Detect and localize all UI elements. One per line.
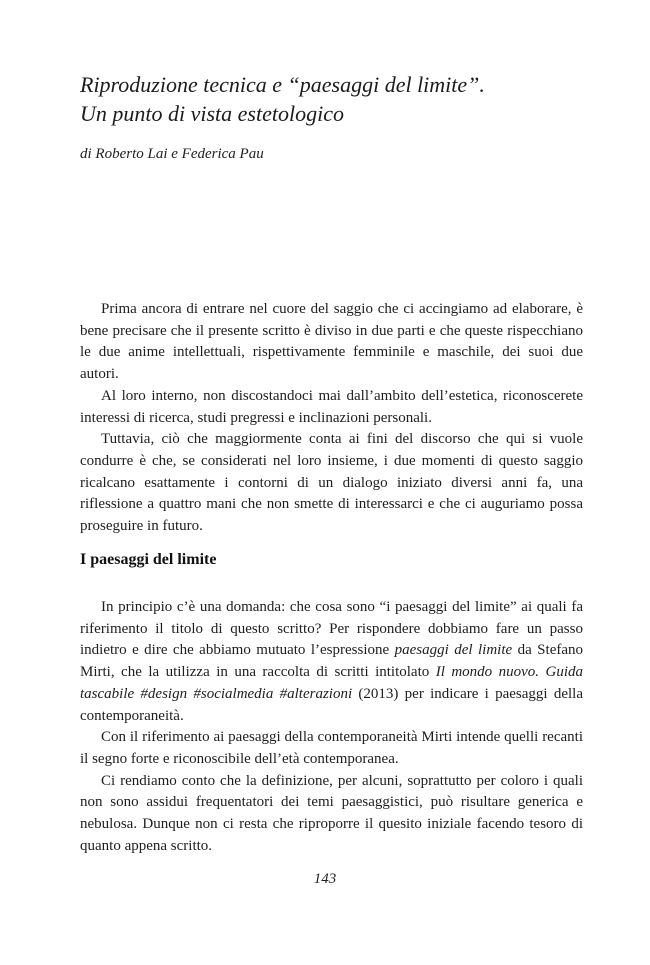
section-paragraph-1-text-a: In principio c’è una domanda: che cosa sono “i paesaggi del limite” ai quali fa riferimento il titolo di questo scritto? Per rispondere dobbiamo fare un passo indietro e dire che abbiamo mutuato l’espressione [80,599,583,659]
section-body [80,597,583,857]
chapter-title-line-2: Un punto di vista estetologico [80,101,344,126]
emphasis-paesaggi-del-limite: paesaggi del limite [394,642,513,659]
chapter-title-line-1: Riproduzione tecnica e “paesaggi del limite”. [80,72,485,97]
section-paragraph-3: Ci rendiamo conto che la definizione, per alcuni, soprattutto per coloro i quali non sono assidui frequentatori dei temi paesaggistici, può risultare generica e nebulosa. Dunque non ci resta che riproporre il quesito iniziale facendo tesoro di quanto appena scritto. [80,772,583,854]
emphasis-book-title: Il mondo nuovo. Guida tascabile #design #socialmedia #alterazioni [80,664,583,702]
intro-paragraph-2: Al loro interno, non discostandoci mai dall’ambito dell’estetica, riconoscerete interessi di ricerca, studi pregressi e inclinazioni personali. [80,387,583,426]
intro-paragraph-3: Tuttavia, ciò che maggiormente conta ai fini del discorso che qui si vuole condurre è che, se considerati nel loro insieme, i due momenti di questo saggio ricalcano esattamente i contorni di un dialogo iniziato diversi anni fa, una riflessione a quattro mani che non smette di interessarci e che ci auguriamo possa proseguire in futuro. [80,431,583,535]
section-paragraph-1-text-c: da Stefano Mirti, che la utilizza in una raccolta di scritti intitolato [80,642,584,681]
intro-section [80,299,583,538]
section-paragraph-2: Con il riferimento ai paesaggi della contemporaneità Mirti intende quelli recanti il segno forte e riconoscibile dell’età contemporanea. [80,729,583,767]
chapter-title [80,70,600,128]
intro-paragraph-1: Prima ancora di entrare nel cuore del saggio che ci accingiamo ad elaborare, è bene precisare che il presente scritto è diviso in due parti e che queste rispecchiano le due anime intellettuali, rispettivamente femminile e maschile, dei suoi due autori. [80,301,583,383]
chapter-authors: di Roberto Lai e Federica Pau [80,146,264,162]
page-number: 143 [313,871,337,887]
section-paragraph-1-text-e: (2013) per indicare i paesaggi della contemporaneità. [80,685,583,724]
section-paragraph-1 [80,597,583,727]
section-heading: I paesaggi del limite [80,551,217,568]
